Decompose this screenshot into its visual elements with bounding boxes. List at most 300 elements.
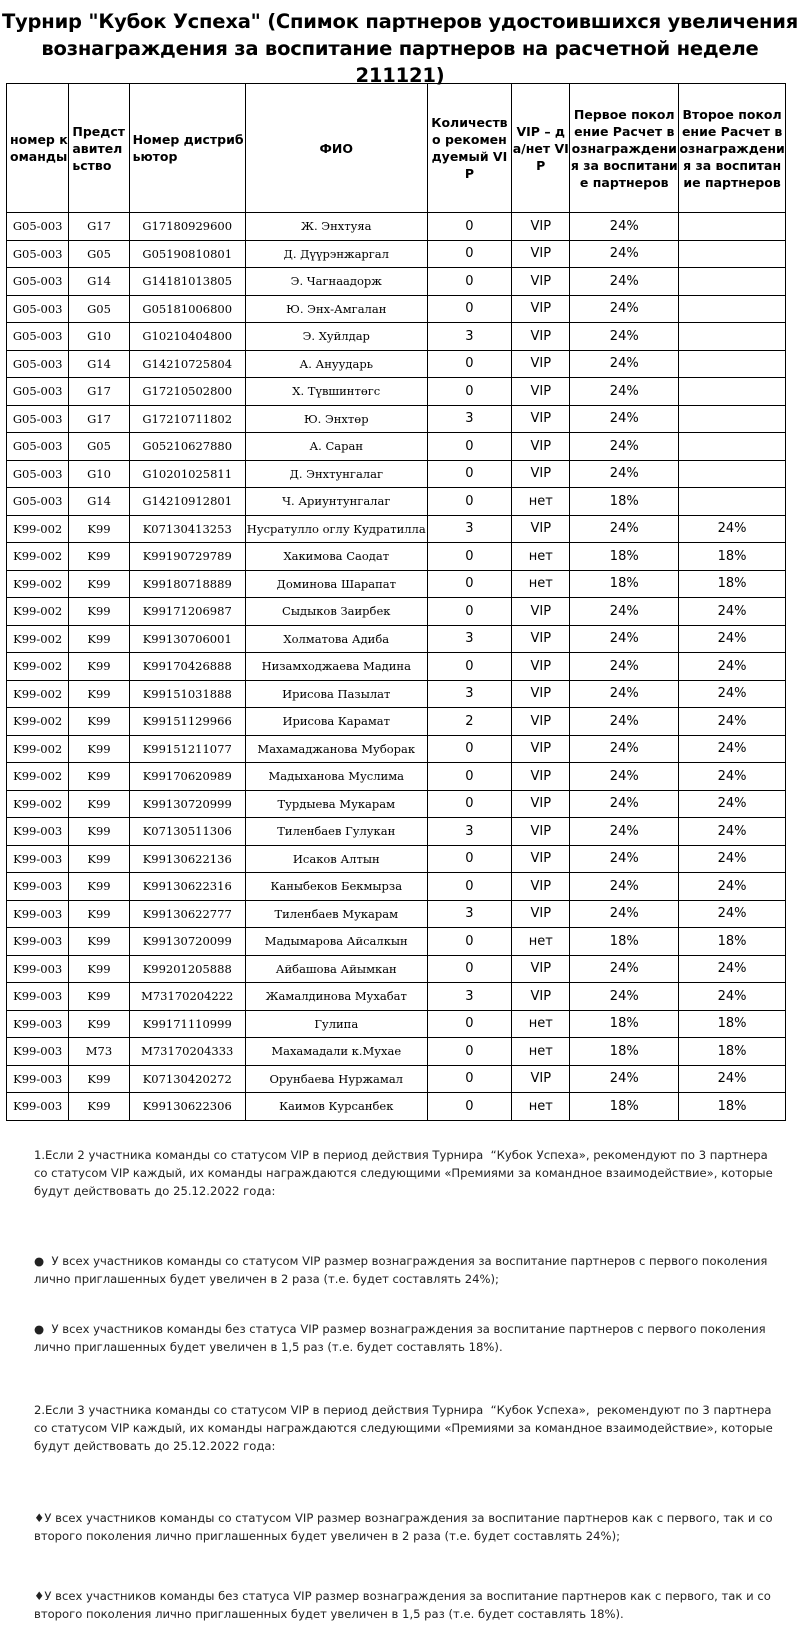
cell-count: 2 <box>427 708 512 736</box>
cell-fio: Хакимова Саодат <box>245 543 427 571</box>
cell-gen1: 24% <box>570 323 679 351</box>
table-row <box>7 460 786 488</box>
cell-distributor-id: G14210912801 <box>129 488 245 516</box>
cell-count: 0 <box>427 763 512 791</box>
cell-vip-status: VIP <box>512 790 570 818</box>
col-header-rep: Представительство <box>69 84 129 213</box>
cell-vip-status: VIP <box>512 350 570 378</box>
cell-gen1: 18% <box>570 1010 679 1038</box>
cell-gen2 <box>679 378 786 406</box>
cell-vip-status: VIP <box>512 515 570 543</box>
table-row <box>7 268 786 296</box>
cell-gen2: 24% <box>679 763 786 791</box>
cell-gen1: 24% <box>570 735 679 763</box>
cell-count: 0 <box>427 1038 512 1066</box>
cell-rep: G10 <box>69 460 129 488</box>
cell-gen2: 24% <box>679 900 786 928</box>
cell-gen1: 24% <box>570 378 679 406</box>
table-row <box>7 680 786 708</box>
table-row <box>7 625 786 653</box>
cell-count: 0 <box>427 295 512 323</box>
table-row <box>7 488 786 516</box>
cell-vip-status: VIP <box>512 983 570 1011</box>
table-row <box>7 1093 786 1121</box>
col-header-gen2: Второе поколение Расчет в ознаграждения за воспитание партнеров <box>679 84 786 213</box>
cell-gen2: 24% <box>679 515 786 543</box>
cell-gen1: 24% <box>570 460 679 488</box>
cell-rep: K99 <box>69 873 129 901</box>
cell-gen1: 18% <box>570 1038 679 1066</box>
cell-team: G05-003 <box>7 433 69 461</box>
cell-distributor-id: G17180929600 <box>129 213 245 241</box>
table-row <box>7 1010 786 1038</box>
cell-distributor-id: G14181013805 <box>129 268 245 296</box>
cell-gen1: 24% <box>570 983 679 1011</box>
cell-rep: K99 <box>69 680 129 708</box>
cell-rep: K99 <box>69 625 129 653</box>
col-header-count: Количество рекомендуемый VIP <box>427 84 512 213</box>
cell-distributor-id: K07130420272 <box>129 1065 245 1093</box>
cell-gen2 <box>679 433 786 461</box>
cell-vip-status: VIP <box>512 625 570 653</box>
cell-count: 0 <box>427 1065 512 1093</box>
cell-fio: Орунбаева Нуржамал <box>245 1065 427 1093</box>
cell-fio: Махамаджанова Муборак <box>245 735 427 763</box>
cell-fio: Низамходжаева Мадина <box>245 653 427 681</box>
cell-fio: Мадыханова Муслима <box>245 763 427 791</box>
cell-gen1: 24% <box>570 955 679 983</box>
cell-distributor-id: K99151129966 <box>129 708 245 736</box>
cell-distributor-id: K99130706001 <box>129 625 245 653</box>
table-row <box>7 240 786 268</box>
cell-gen1: 24% <box>570 653 679 681</box>
cell-vip-status: VIP <box>512 818 570 846</box>
table-row <box>7 1065 786 1093</box>
cell-vip-status: VIP <box>512 323 570 351</box>
cell-gen1: 18% <box>570 1093 679 1121</box>
note-2: 2.Если 3 участника команды со статусом VIP в период действия Турнира “Кубок Успеха», рекомендуют по 3 партнера со статусом VIP каждый, их команды награждаются следующими «Премиями за командное взаимодействие», которые будут действовать до 25.12.2022 года: <box>34 1403 773 1453</box>
cell-gen1: 24% <box>570 708 679 736</box>
cell-distributor-id: K99151031888 <box>129 680 245 708</box>
note-1: 1.Если 2 участника команды со статусом VIP в период действия Турнира “Кубок Успеха», рекомендуют по 3 партнера со статусом VIP каждый, их команды награждаются следующими «Премиями за командное взаимодействие», которые будут действовать до 25.12.2022 года: <box>34 1148 773 1198</box>
cell-vip-status: VIP <box>512 900 570 928</box>
cell-fio: Ирисова Пазылат <box>245 680 427 708</box>
cell-vip-status: нет <box>512 928 570 956</box>
cell-gen1: 24% <box>570 763 679 791</box>
col-header-team: номер команды <box>7 84 69 213</box>
cell-gen2 <box>679 323 786 351</box>
note-bullet-2: ● У всех участников команды без статуса VIP размер вознаграждения за воспитание партнеров с первого поколения лично приглашенных будет увеличен в 1,5 раз (т.е. будет составлять 18%). <box>34 1322 766 1354</box>
cell-team: K99-002 <box>7 598 69 626</box>
cell-team: K99-002 <box>7 543 69 571</box>
table-header-row <box>7 84 786 213</box>
cell-count: 0 <box>427 1093 512 1121</box>
cell-gen2: 24% <box>679 735 786 763</box>
cell-distributor-id: K99151211077 <box>129 735 245 763</box>
cell-gen1: 24% <box>570 625 679 653</box>
cell-fio: Каныбеков Бекмырза <box>245 873 427 901</box>
cell-distributor-id: K99130622306 <box>129 1093 245 1121</box>
cell-vip-status: VIP <box>512 268 570 296</box>
table-row <box>7 323 786 351</box>
cell-fio: Нусратулло оглу Кудратилла <box>245 515 427 543</box>
cell-team: K99-003 <box>7 818 69 846</box>
cell-count: 3 <box>427 323 512 351</box>
cell-gen1: 18% <box>570 543 679 571</box>
cell-distributor-id: G10201025811 <box>129 460 245 488</box>
cell-gen1: 24% <box>570 433 679 461</box>
cell-distributor-id: K99171206987 <box>129 598 245 626</box>
cell-rep: G05 <box>69 240 129 268</box>
cell-distributor-id: K99130720099 <box>129 928 245 956</box>
note-bullet-3: ♦У всех участников команды со статусом VIP размер вознаграждения за воспитание партнеров как с первого, так и со второго поколения лично приглашенных будет увеличен в 2 раза (т.е. будет составлять 24%); <box>34 1511 773 1543</box>
cell-team: G05-003 <box>7 405 69 433</box>
cell-vip-status: VIP <box>512 708 570 736</box>
page-title: Турнир "Кубок Успеха" (Спимок партнеров удостоившихся увеличения вознаграждения за воспитание партнеров на расчетной неделе 211121) <box>1 10 799 87</box>
cell-vip-status: VIP <box>512 873 570 901</box>
cell-gen2: 24% <box>679 625 786 653</box>
cell-gen2: 24% <box>679 1065 786 1093</box>
cell-vip-status: нет <box>512 1038 570 1066</box>
cell-gen1: 24% <box>570 350 679 378</box>
table-row <box>7 295 786 323</box>
cell-gen2: 24% <box>679 680 786 708</box>
results-table <box>6 83 786 1121</box>
cell-count: 0 <box>427 240 512 268</box>
col-header-fio: ФИО <box>245 84 427 213</box>
cell-vip-status: VIP <box>512 680 570 708</box>
cell-team: K99-002 <box>7 515 69 543</box>
cell-fio: Э. Хуйлдар <box>245 323 427 351</box>
cell-vip-status: нет <box>512 1093 570 1121</box>
cell-rep: K99 <box>69 928 129 956</box>
cell-count: 0 <box>427 735 512 763</box>
cell-team: K99-003 <box>7 845 69 873</box>
cell-vip-status: VIP <box>512 955 570 983</box>
cell-gen2 <box>679 240 786 268</box>
cell-gen1: 24% <box>570 680 679 708</box>
cell-distributor-id: K99201205888 <box>129 955 245 983</box>
cell-rep: G05 <box>69 295 129 323</box>
cell-fio: Сыдыков Заирбек <box>245 598 427 626</box>
col-header-distributor: Номер дистрибьютор <box>129 84 245 213</box>
cell-rep: K99 <box>69 598 129 626</box>
cell-distributor-id: G05190810801 <box>129 240 245 268</box>
cell-count: 0 <box>427 570 512 598</box>
cell-rep: K99 <box>69 653 129 681</box>
cell-team: K99-002 <box>7 735 69 763</box>
cell-distributor-id: K07130511306 <box>129 818 245 846</box>
table-row <box>7 653 786 681</box>
cell-distributor-id: G17210502800 <box>129 378 245 406</box>
cell-gen1: 24% <box>570 1065 679 1093</box>
cell-vip-status: нет <box>512 488 570 516</box>
cell-count: 3 <box>427 818 512 846</box>
cell-rep: K99 <box>69 763 129 791</box>
cell-distributor-id: G05181006800 <box>129 295 245 323</box>
cell-team: K99-003 <box>7 983 69 1011</box>
cell-distributor-id: K99130622316 <box>129 873 245 901</box>
cell-fio: Доминова Шарапат <box>245 570 427 598</box>
cell-rep: K99 <box>69 790 129 818</box>
cell-rep: K99 <box>69 515 129 543</box>
cell-distributor-id: G05210627880 <box>129 433 245 461</box>
cell-fio: Ю. Энх-Амгалан <box>245 295 427 323</box>
cell-gen2 <box>679 488 786 516</box>
cell-count: 0 <box>427 790 512 818</box>
cell-count: 0 <box>427 873 512 901</box>
cell-fio: Мадымарова Айсалкын <box>245 928 427 956</box>
cell-team: K99-003 <box>7 900 69 928</box>
cell-gen1: 24% <box>570 900 679 928</box>
table-row <box>7 735 786 763</box>
cell-gen1: 24% <box>570 818 679 846</box>
cell-count: 3 <box>427 405 512 433</box>
cell-count: 0 <box>427 488 512 516</box>
cell-fio: Махамадали к.Мухае <box>245 1038 427 1066</box>
table-row <box>7 213 786 241</box>
cell-team: G05-003 <box>7 350 69 378</box>
cell-distributor-id: M73170204222 <box>129 983 245 1011</box>
cell-gen2: 24% <box>679 790 786 818</box>
cell-vip-status: VIP <box>512 763 570 791</box>
table-row <box>7 433 786 461</box>
cell-distributor-id: K99171110999 <box>129 1010 245 1038</box>
cell-fio: Исаков Алтын <box>245 845 427 873</box>
cell-distributor-id: K99170620989 <box>129 763 245 791</box>
note-bullet-4: ♦У всех участников команды без статуса VIP размер вознаграждения за воспитание партнеров как с первого, так и со второго поколения лично приглашенных будет увеличен в 1,5 раз (т.е. будет составлять 18%). <box>34 1589 771 1621</box>
cell-vip-status: нет <box>512 570 570 598</box>
table-row <box>7 790 786 818</box>
cell-fio: Холматова Адиба <box>245 625 427 653</box>
cell-team: K99-002 <box>7 570 69 598</box>
cell-distributor-id: K99130622777 <box>129 900 245 928</box>
table-row <box>7 763 786 791</box>
cell-rep: K99 <box>69 900 129 928</box>
cell-count: 3 <box>427 680 512 708</box>
cell-fio: Э. Чагнаадорж <box>245 268 427 296</box>
cell-fio: Ж. Энхтуяа <box>245 213 427 241</box>
cell-fio: Д. Энхтунгалаг <box>245 460 427 488</box>
cell-gen2: 18% <box>679 543 786 571</box>
cell-rep: K99 <box>69 955 129 983</box>
cell-distributor-id: K99130622136 <box>129 845 245 873</box>
cell-team: K99-003 <box>7 1093 69 1121</box>
cell-distributor-id: M73170204333 <box>129 1038 245 1066</box>
cell-rep: G05 <box>69 433 129 461</box>
cell-rep: G14 <box>69 488 129 516</box>
cell-fio: Тиленбаев Гулукан <box>245 818 427 846</box>
cell-team: K99-002 <box>7 653 69 681</box>
cell-gen2 <box>679 350 786 378</box>
cell-rep: K99 <box>69 543 129 571</box>
cell-rep: G10 <box>69 323 129 351</box>
cell-count: 3 <box>427 900 512 928</box>
table-row <box>7 598 786 626</box>
cell-vip-status: VIP <box>512 378 570 406</box>
cell-fio: Ч. Ариунтунгалаг <box>245 488 427 516</box>
table-row <box>7 405 786 433</box>
cell-count: 0 <box>427 460 512 488</box>
cell-gen1: 24% <box>570 268 679 296</box>
cell-fio: Тиленбаев Мукарам <box>245 900 427 928</box>
cell-distributor-id: K99130720999 <box>129 790 245 818</box>
cell-gen1: 18% <box>570 570 679 598</box>
cell-team: K99-003 <box>7 928 69 956</box>
cell-gen1: 24% <box>570 213 679 241</box>
cell-count: 0 <box>427 268 512 296</box>
table-row <box>7 350 786 378</box>
cell-gen1: 18% <box>570 928 679 956</box>
table-row <box>7 955 786 983</box>
cell-team: K99-003 <box>7 1065 69 1093</box>
cell-rep: G17 <box>69 213 129 241</box>
cell-count: 0 <box>427 845 512 873</box>
cell-vip-status: VIP <box>512 460 570 488</box>
table-row <box>7 928 786 956</box>
cell-distributor-id: G10210404800 <box>129 323 245 351</box>
cell-rep: G17 <box>69 378 129 406</box>
cell-team: G05-003 <box>7 213 69 241</box>
cell-rep: M73 <box>69 1038 129 1066</box>
cell-rep: K99 <box>69 983 129 1011</box>
col-header-vip: VIP – да/нет VIP <box>512 84 570 213</box>
cell-vip-status: VIP <box>512 845 570 873</box>
table-row <box>7 1038 786 1066</box>
cell-team: G05-003 <box>7 488 69 516</box>
cell-gen2: 18% <box>679 928 786 956</box>
cell-rep: K99 <box>69 1093 129 1121</box>
cell-team: G05-003 <box>7 295 69 323</box>
cell-vip-status: VIP <box>512 405 570 433</box>
cell-fio: Айбашова Айымкан <box>245 955 427 983</box>
cell-gen2: 18% <box>679 1010 786 1038</box>
cell-rep: K99 <box>69 1065 129 1093</box>
cell-count: 3 <box>427 515 512 543</box>
cell-vip-status: VIP <box>512 295 570 323</box>
cell-gen1: 24% <box>570 295 679 323</box>
table-row <box>7 570 786 598</box>
table-row <box>7 515 786 543</box>
cell-rep: K99 <box>69 708 129 736</box>
cell-gen1: 24% <box>570 240 679 268</box>
cell-count: 0 <box>427 378 512 406</box>
cell-rep: K99 <box>69 1010 129 1038</box>
cell-rep: G17 <box>69 405 129 433</box>
cell-gen1: 24% <box>570 873 679 901</box>
cell-fio: Д. Дүүрэнжаргал <box>245 240 427 268</box>
cell-fio: Гулипа <box>245 1010 427 1038</box>
cell-vip-status: VIP <box>512 213 570 241</box>
cell-team: K99-003 <box>7 873 69 901</box>
table-row <box>7 378 786 406</box>
cell-team: K99-002 <box>7 680 69 708</box>
cell-fio: Каимов Курсанбек <box>245 1093 427 1121</box>
cell-gen1: 18% <box>570 488 679 516</box>
cell-count: 0 <box>427 543 512 571</box>
cell-gen1: 24% <box>570 845 679 873</box>
cell-rep: G14 <box>69 268 129 296</box>
cell-count: 0 <box>427 1010 512 1038</box>
table-row <box>7 845 786 873</box>
cell-distributor-id: G14210725804 <box>129 350 245 378</box>
cell-gen2 <box>679 295 786 323</box>
cell-count: 0 <box>427 653 512 681</box>
cell-gen2: 18% <box>679 1038 786 1066</box>
cell-vip-status: VIP <box>512 735 570 763</box>
cell-vip-status: VIP <box>512 653 570 681</box>
cell-count: 0 <box>427 350 512 378</box>
cell-fio: Жамалдинова Мухабат <box>245 983 427 1011</box>
cell-gen2: 18% <box>679 1093 786 1121</box>
cell-fio: Ирисова Карамат <box>245 708 427 736</box>
cell-vip-status: VIP <box>512 433 570 461</box>
cell-distributor-id: K99170426888 <box>129 653 245 681</box>
cell-gen2: 18% <box>679 570 786 598</box>
cell-gen2 <box>679 268 786 296</box>
note-bullet-1: ● У всех участников команды со статусом VIP размер вознаграждения за воспитание партнеров с первого поколения лично приглашенных будет увеличен в 2 раза (т.е. будет составлять 24%); <box>34 1254 768 1286</box>
cell-vip-status: VIP <box>512 240 570 268</box>
cell-distributor-id: K07130413253 <box>129 515 245 543</box>
cell-team: K99-003 <box>7 955 69 983</box>
cell-gen2: 24% <box>679 955 786 983</box>
cell-rep: K99 <box>69 570 129 598</box>
table-row <box>7 873 786 901</box>
cell-count: 3 <box>427 983 512 1011</box>
cell-count: 0 <box>427 433 512 461</box>
cell-rep: K99 <box>69 818 129 846</box>
cell-vip-status: VIP <box>512 598 570 626</box>
cell-team: K99-002 <box>7 790 69 818</box>
cell-gen2: 24% <box>679 598 786 626</box>
cell-count: 3 <box>427 625 512 653</box>
cell-count: 0 <box>427 598 512 626</box>
cell-vip-status: нет <box>512 543 570 571</box>
cell-gen2: 24% <box>679 708 786 736</box>
cell-team: K99-003 <box>7 1038 69 1066</box>
cell-vip-status: нет <box>512 1010 570 1038</box>
col-header-gen1: Первое поколение Расчет в ознаграждения за воспитание партнеров <box>570 84 679 213</box>
cell-gen2: 24% <box>679 983 786 1011</box>
table-row <box>7 983 786 1011</box>
cell-team: K99-002 <box>7 708 69 736</box>
table-row <box>7 708 786 736</box>
cell-distributor-id: K99190729789 <box>129 543 245 571</box>
cell-team: G05-003 <box>7 240 69 268</box>
cell-fio: Турдыева Мукарам <box>245 790 427 818</box>
table-row <box>7 543 786 571</box>
cell-gen1: 24% <box>570 405 679 433</box>
cell-gen2 <box>679 405 786 433</box>
cell-count: 0 <box>427 928 512 956</box>
cell-team: G05-003 <box>7 323 69 351</box>
table-row <box>7 818 786 846</box>
cell-gen2 <box>679 213 786 241</box>
cell-team: G05-003 <box>7 460 69 488</box>
cell-rep: K99 <box>69 735 129 763</box>
cell-rep: K99 <box>69 845 129 873</box>
cell-gen2: 24% <box>679 873 786 901</box>
cell-gen2: 24% <box>679 818 786 846</box>
cell-fio: А. Саран <box>245 433 427 461</box>
cell-team: G05-003 <box>7 378 69 406</box>
table-row <box>7 900 786 928</box>
cell-gen2 <box>679 460 786 488</box>
cell-team: K99-002 <box>7 625 69 653</box>
cell-distributor-id: G17210711802 <box>129 405 245 433</box>
cell-fio: А. Ануударь <box>245 350 427 378</box>
cell-team: K99-003 <box>7 1010 69 1038</box>
